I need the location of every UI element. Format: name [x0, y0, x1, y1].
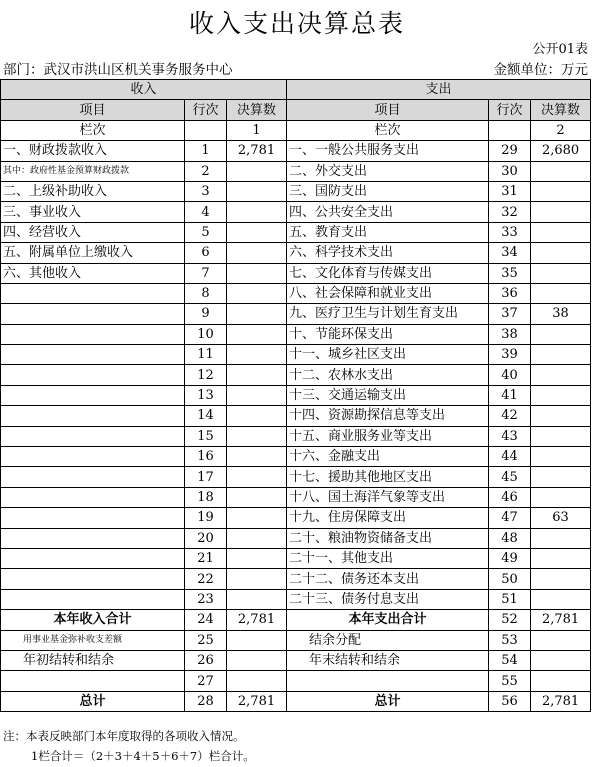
expense-item-cell: 十三、交通运输支出 — [287, 385, 489, 405]
summary-row — [1, 610, 591, 630]
expense-item-cell: 十七、援助其他地区支出 — [287, 467, 489, 487]
expense-item-cell: 十四、资源勘探信息等支出 — [287, 406, 489, 426]
income-line-no-cell: 11 — [185, 345, 227, 365]
income-amount-cell: 2,781 — [227, 610, 287, 630]
column-header-row — [1, 100, 591, 120]
expense-amount-cell — [531, 406, 591, 426]
income-line-no-cell: 23 — [185, 589, 227, 609]
income-line-no-cell: 27 — [185, 671, 227, 691]
income-amount-header: 决算数 — [227, 100, 287, 120]
income-item-cell — [1, 324, 185, 344]
expense-line-no-cell: 53 — [489, 630, 531, 650]
income-amount-cell — [227, 467, 287, 487]
table-row — [1, 324, 591, 344]
expense-item-cell: 十、节能环保支出 — [287, 324, 489, 344]
expense-line-no-cell: 56 — [489, 691, 531, 711]
table-row — [1, 161, 591, 181]
income-item-cell — [1, 385, 185, 405]
expense-line-no-cell: 32 — [489, 202, 531, 222]
income-line-no-cell: 14 — [185, 406, 227, 426]
expense-item-cell: 总计 — [287, 691, 489, 711]
expense-item-cell: 十五、商业服务业等支出 — [287, 426, 489, 446]
expense-line-no-cell: 41 — [489, 385, 531, 405]
expense-line-no-cell: 33 — [489, 222, 531, 242]
table-row — [1, 385, 591, 405]
table-row — [1, 467, 591, 487]
income-line-no-cell: 3 — [185, 181, 227, 201]
table-row — [1, 304, 591, 324]
income-item-cell: 五、附属单位上缴收入 — [1, 243, 185, 263]
table-row — [1, 528, 591, 548]
table-row — [1, 243, 591, 263]
expense-section-header: 支出 — [287, 80, 591, 100]
income-line-no-cell: 19 — [185, 508, 227, 528]
income-column-number: 1 — [227, 120, 287, 140]
income-item-cell — [1, 589, 185, 609]
expense-amount-cell — [531, 243, 591, 263]
income-amount-cell — [227, 426, 287, 446]
expense-line-no-cell: 44 — [489, 447, 531, 467]
expense-item-cell: 五、教育支出 — [287, 222, 489, 242]
expense-line-no-cell: 52 — [489, 610, 531, 630]
expense-amount-cell — [531, 202, 591, 222]
income-line-no-cell: 15 — [185, 426, 227, 446]
income-line-no-cell: 22 — [185, 569, 227, 589]
income-line-no-cell: 17 — [185, 467, 227, 487]
income-amount-cell: 2,781 — [227, 691, 287, 711]
expense-item-cell: 十六、金融支出 — [287, 447, 489, 467]
expense-amount-cell — [531, 324, 591, 344]
income-amount-cell — [227, 161, 287, 181]
income-amount-cell: 2,781 — [227, 141, 287, 161]
expense-line-no-cell: 46 — [489, 487, 531, 507]
expense-item-cell: 四、公共安全支出 — [287, 202, 489, 222]
income-line-no-cell: 26 — [185, 650, 227, 670]
income-amount-cell — [227, 324, 287, 344]
summary-row — [1, 671, 591, 691]
expense-amount-cell: 38 — [531, 304, 591, 324]
expense-line-no-cell: 30 — [489, 161, 531, 181]
expense-line-no-cell: 47 — [489, 508, 531, 528]
income-item-cell — [1, 345, 185, 365]
income-amount-cell — [227, 202, 287, 222]
expense-amount-cell — [531, 161, 591, 181]
income-amount-cell — [227, 345, 287, 365]
expense-line-no-cell: 42 — [489, 406, 531, 426]
table-row — [1, 181, 591, 201]
income-item-cell — [1, 508, 185, 528]
expense-item-cell: 二十一、其他支出 — [287, 548, 489, 568]
income-amount-cell — [227, 406, 287, 426]
empty-cell — [489, 120, 531, 140]
expense-item-cell: 十八、国土海洋气象等支出 — [287, 487, 489, 507]
expense-line-no-cell: 45 — [489, 467, 531, 487]
summary-row — [1, 650, 591, 670]
table-row — [1, 508, 591, 528]
income-line-no-header: 行次 — [185, 100, 227, 120]
expense-item-cell: 八、社会保障和就业支出 — [287, 283, 489, 303]
expense-column-label: 栏次 — [287, 120, 489, 140]
expense-line-no-cell: 38 — [489, 324, 531, 344]
income-item-cell — [1, 569, 185, 589]
income-item-cell — [1, 487, 185, 507]
income-item-cell — [1, 528, 185, 548]
expense-amount-cell: 2,781 — [531, 691, 591, 711]
note-line: 注：本表反映部门本年度取得的各项收入情况。 — [3, 729, 245, 743]
income-item-cell — [1, 283, 185, 303]
income-item-cell: 本年收入合计 — [1, 610, 185, 630]
income-amount-cell — [227, 304, 287, 324]
expense-item-cell: 十一、城乡社区支出 — [287, 345, 489, 365]
expense-item-cell: 十二、农林水支出 — [287, 365, 489, 385]
expense-line-no-header: 行次 — [489, 100, 531, 120]
income-amount-cell — [227, 548, 287, 568]
income-line-no-cell: 13 — [185, 385, 227, 405]
expense-line-no-cell: 40 — [489, 365, 531, 385]
expense-item-cell: 十九、住房保障支出 — [287, 508, 489, 528]
income-expense-table — [0, 79, 591, 712]
expense-amount-cell — [531, 630, 591, 650]
note-line: 1栏合计＝（2＋3＋4＋5＋6＋7）栏合计。 — [31, 749, 255, 763]
expense-item-cell: 三、国防支出 — [287, 181, 489, 201]
table-row — [1, 589, 591, 609]
income-line-no-cell: 9 — [185, 304, 227, 324]
expense-line-no-cell: 55 — [489, 671, 531, 691]
income-line-no-cell: 21 — [185, 548, 227, 568]
expense-amount-cell — [531, 548, 591, 568]
income-amount-cell — [227, 671, 287, 691]
income-line-no-cell: 18 — [185, 487, 227, 507]
expense-item-cell: 结余分配 — [287, 630, 489, 650]
income-line-no-cell: 20 — [185, 528, 227, 548]
expense-line-no-cell: 34 — [489, 243, 531, 263]
table-row — [1, 263, 591, 283]
notes — [3, 726, 255, 766]
income-amount-cell — [227, 222, 287, 242]
income-line-no-cell: 28 — [185, 691, 227, 711]
expense-item-cell: 一、一般公共服务支出 — [287, 141, 489, 161]
expense-amount-cell — [531, 181, 591, 201]
empty-cell — [185, 120, 227, 140]
income-item-cell — [1, 447, 185, 467]
expense-line-no-cell: 39 — [489, 345, 531, 365]
expense-amount-cell — [531, 385, 591, 405]
income-amount-cell — [227, 528, 287, 548]
expense-line-no-cell: 37 — [489, 304, 531, 324]
income-item-cell: 用事业基金弥补收支差额 — [1, 630, 185, 650]
income-line-no-cell: 16 — [185, 447, 227, 467]
income-amount-cell — [227, 508, 287, 528]
expense-amount-cell — [531, 222, 591, 242]
income-amount-cell — [227, 487, 287, 507]
expense-column-number: 2 — [531, 120, 591, 140]
column-label-row — [1, 120, 591, 140]
expense-item-cell — [287, 671, 489, 691]
expense-amount-cell — [531, 263, 591, 283]
income-line-no-cell: 8 — [185, 283, 227, 303]
table-row — [1, 548, 591, 568]
income-item-header: 项目 — [1, 100, 185, 120]
income-item-cell — [1, 365, 185, 385]
expense-item-cell: 六、科学技术支出 — [287, 243, 489, 263]
table-row — [1, 222, 591, 242]
income-line-no-cell: 12 — [185, 365, 227, 385]
expense-line-no-cell: 50 — [489, 569, 531, 589]
income-column-label: 栏次 — [1, 120, 185, 140]
department-label: 部门：武汉市洪山区机关事务服务中心 — [3, 62, 233, 78]
expense-amount-cell — [531, 569, 591, 589]
income-item-cell: 其中：政府性基金预算财政拨款 — [1, 161, 185, 181]
table-row — [1, 345, 591, 365]
expense-amount-cell — [531, 528, 591, 548]
expense-line-no-cell: 51 — [489, 589, 531, 609]
income-item-cell — [1, 548, 185, 568]
expense-line-no-cell: 31 — [489, 181, 531, 201]
income-item-cell — [1, 426, 185, 446]
income-amount-cell — [227, 263, 287, 283]
expense-line-no-cell: 35 — [489, 263, 531, 283]
expense-amount-cell — [531, 589, 591, 609]
income-amount-cell — [227, 283, 287, 303]
expense-amount-cell — [531, 650, 591, 670]
income-line-no-cell: 5 — [185, 222, 227, 242]
income-amount-cell — [227, 569, 287, 589]
expense-item-header: 项目 — [287, 100, 489, 120]
expense-amount-cell — [531, 671, 591, 691]
income-line-no-cell: 10 — [185, 324, 227, 344]
income-line-no-cell: 25 — [185, 630, 227, 650]
expense-item-cell: 二、外交支出 — [287, 161, 489, 181]
expense-amount-cell — [531, 467, 591, 487]
table-row — [1, 202, 591, 222]
expense-line-no-cell: 43 — [489, 426, 531, 446]
table-row — [1, 426, 591, 446]
expense-line-no-cell: 29 — [489, 141, 531, 161]
expense-line-no-cell: 54 — [489, 650, 531, 670]
income-line-no-cell: 24 — [185, 610, 227, 630]
income-item-cell — [1, 304, 185, 324]
income-line-no-cell: 1 — [185, 141, 227, 161]
expense-line-no-cell: 49 — [489, 548, 531, 568]
expense-amount-cell — [531, 283, 591, 303]
income-item-cell: 二、上级补助收入 — [1, 181, 185, 201]
expense-item-cell: 二十三、债务付息支出 — [287, 589, 489, 609]
income-line-no-cell: 2 — [185, 161, 227, 181]
income-amount-cell — [227, 447, 287, 467]
expense-amount-header: 决算数 — [531, 100, 591, 120]
summary-row — [1, 630, 591, 650]
expense-amount-cell: 63 — [531, 508, 591, 528]
income-item-cell — [1, 467, 185, 487]
income-section-header: 收入 — [1, 80, 287, 100]
table-row — [1, 365, 591, 385]
section-header-row — [1, 80, 591, 100]
income-amount-cell — [227, 181, 287, 201]
expense-amount-cell — [531, 345, 591, 365]
income-amount-cell — [227, 589, 287, 609]
income-amount-cell — [227, 650, 287, 670]
form-number: 公开01表 — [532, 42, 588, 57]
expense-item-cell: 二十、粮油物资储备支出 — [287, 528, 489, 548]
table-row — [1, 569, 591, 589]
table-row — [1, 283, 591, 303]
expense-line-no-cell: 48 — [489, 528, 531, 548]
table-row — [1, 141, 591, 161]
expense-item-cell: 年末结转和结余 — [287, 650, 489, 670]
income-amount-cell — [227, 630, 287, 650]
expense-amount-cell — [531, 447, 591, 467]
income-item-cell: 三、事业收入 — [1, 202, 185, 222]
expense-amount-cell: 2,781 — [531, 610, 591, 630]
income-item-cell: 六、其他收入 — [1, 263, 185, 283]
table-row — [1, 447, 591, 467]
expense-item-cell: 本年支出合计 — [287, 610, 489, 630]
expense-amount-cell — [531, 365, 591, 385]
income-line-no-cell: 7 — [185, 263, 227, 283]
expense-amount-cell: 2,680 — [531, 141, 591, 161]
expense-amount-cell — [531, 426, 591, 446]
income-amount-cell — [227, 365, 287, 385]
expense-item-cell: 九、医疗卫生与计划生育支出 — [287, 304, 489, 324]
income-item-cell: 一、财政拨款收入 — [1, 141, 185, 161]
income-line-no-cell: 6 — [185, 243, 227, 263]
table-row — [1, 406, 591, 426]
income-item-cell: 四、经营收入 — [1, 222, 185, 242]
expense-item-cell: 二十二、债务还本支出 — [287, 569, 489, 589]
income-line-no-cell: 4 — [185, 202, 227, 222]
expense-line-no-cell: 36 — [489, 283, 531, 303]
page-title: 收入支出决算总表 — [188, 9, 405, 38]
income-item-cell: 年初结转和结余 — [1, 650, 185, 670]
income-item-cell — [1, 671, 185, 691]
expense-amount-cell — [531, 487, 591, 507]
income-item-cell: 总计 — [1, 691, 185, 711]
income-item-cell — [1, 406, 185, 426]
table-row — [1, 487, 591, 507]
expense-item-cell: 七、文化体育与传媒支出 — [287, 263, 489, 283]
income-amount-cell — [227, 243, 287, 263]
income-amount-cell — [227, 385, 287, 405]
amount-unit-label: 金额单位：万元 — [493, 62, 588, 78]
summary-row — [1, 691, 591, 711]
